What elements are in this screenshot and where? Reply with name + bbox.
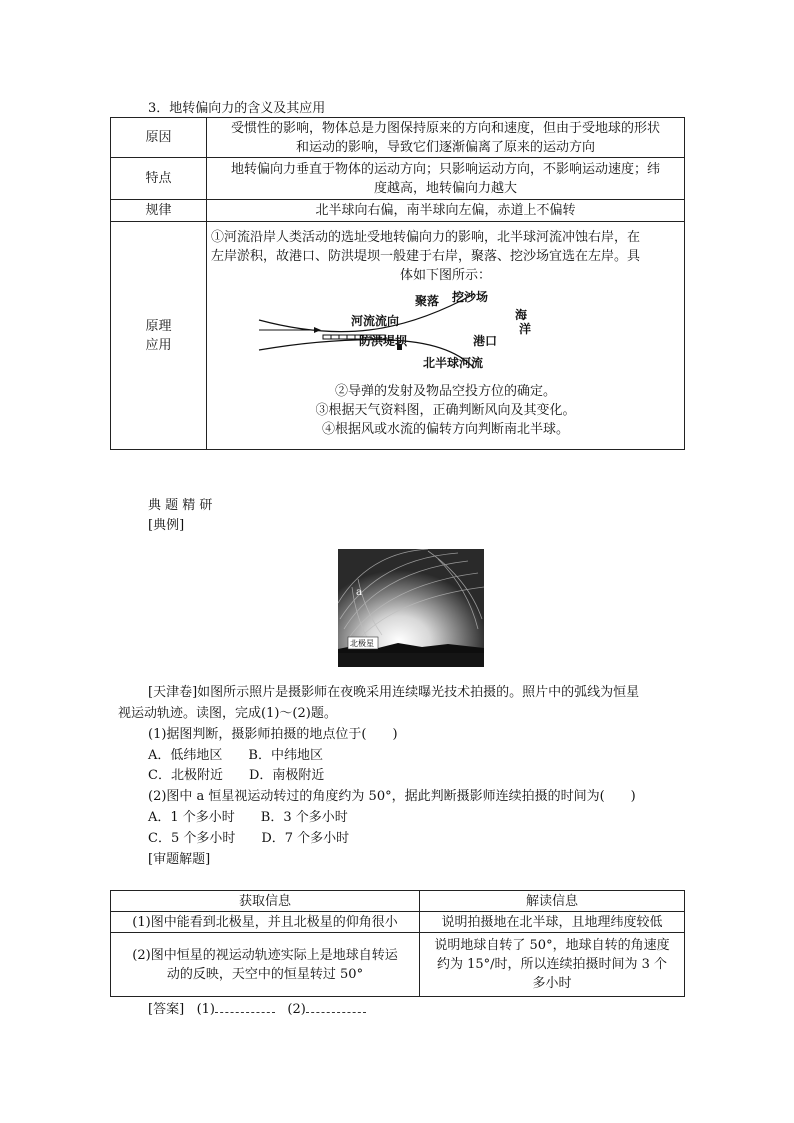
- answer-1-blank[interactable]: [215, 1000, 275, 1013]
- photo-label-polaris: 北极星: [350, 639, 374, 648]
- answer-line: [148, 1000, 366, 1019]
- stem-line-2: 视运动轨迹。读图，完成(1)～(2)题。: [118, 706, 337, 721]
- row2-interpret-line-1: 说明地球自转了 50°，地球自转的角速度: [434, 938, 670, 953]
- row-label-feature: 特点: [111, 158, 207, 200]
- table-row-rule: [111, 200, 685, 222]
- header-interpret-info: 解读信息: [420, 891, 685, 912]
- analysis-table: [110, 890, 685, 997]
- row2-interpret-line-3: 多小时: [532, 976, 572, 991]
- star-trail-photo: [338, 549, 484, 667]
- row1-interpret: 说明拍摄地在北半球，且地理纬度较低: [420, 912, 685, 933]
- answer-2-blank[interactable]: [306, 1000, 366, 1013]
- application-intro-1: ①河流沿岸人类活动的选址受地转偏向力的影响，北半球河流冲蚀右岸，在: [211, 230, 641, 245]
- label-dike: 防洪堤坝: [359, 334, 408, 348]
- row2-obtain-line-2: 动的反映，天空中的恒星转过 50°: [166, 966, 364, 982]
- row2-interpret: [420, 933, 685, 997]
- label-settlement: 聚落: [415, 294, 440, 308]
- label-sand-pit: 挖沙场: [452, 290, 489, 304]
- row-label-cause: 原因: [111, 118, 207, 158]
- section-title: 3．地转偏向力的含义及其应用: [148, 101, 326, 116]
- application-point-2: ②导弹的发射及物品空投方位的确定。: [334, 384, 556, 399]
- application-label-2: 应用: [145, 337, 172, 353]
- label-diagram-caption: 北半球河流: [423, 356, 484, 370]
- row2-obtain-line-1: (2)图中恒星的视运动轨迹实际上是地球自转运: [132, 947, 398, 963]
- table-row: [111, 912, 685, 933]
- row-content-application: [207, 222, 685, 450]
- stem-line-1: [天津卷]如图所示照片是摄影师在夜晚采用连续曝光技术拍摄的。照片中的弧线为恒星: [148, 685, 640, 700]
- question-2-options-cd: C．5 个多小时 D．7 个多小时: [148, 831, 350, 846]
- label-sea-2: 洋: [519, 322, 532, 336]
- application-point-4: ④根据风或水流的偏转方向判断南北半球。: [321, 422, 569, 437]
- table-row: [111, 933, 685, 997]
- river-diagram: [211, 286, 680, 382]
- row-content-cause: [207, 118, 685, 158]
- application-intro-3: 体如下图所示：: [399, 268, 491, 283]
- feature-line-2: 度越高，地转偏向力越大: [373, 180, 517, 196]
- coriolis-table: [110, 117, 685, 450]
- question-1-options-cd: C．北极附近 D．南极附近: [148, 768, 325, 783]
- row2-interpret-line-2: 约为 15°/时，所以连续拍摄时间为 3 个: [436, 957, 668, 972]
- answer-1-label: (1): [196, 1002, 215, 1017]
- analysis-tag: [审题解题]: [148, 852, 211, 867]
- label-sea-1: 海: [515, 308, 528, 322]
- feature-line-1: 地转偏向力垂直于物体的运动方向；只影响运动方向，不影响运动速度；纬: [230, 161, 660, 177]
- question-1-options-ab: A．低纬地区 B．中纬地区: [148, 748, 323, 763]
- star-trail-drawing: [338, 549, 484, 667]
- question-2-options-ab: A．1 个多小时 B．3 个多小时: [148, 810, 348, 825]
- question-2: (2)图中 a 恒星视运动转过的角度约为 50°，据此判断摄影师连续拍摄的时间为( ): [148, 789, 636, 804]
- row2-obtain: [111, 933, 420, 997]
- row-label-application: [111, 222, 207, 450]
- photo-label-a: a: [356, 587, 362, 598]
- row-content-feature: [207, 158, 685, 200]
- header-obtain-info: 获取信息: [111, 891, 420, 912]
- table-row-cause: [111, 118, 685, 158]
- table-row-application: [111, 222, 685, 450]
- answer-2-label: (2): [287, 1002, 306, 1017]
- example-tag: [典例]: [148, 518, 185, 533]
- typical-heading: 典 题 精 研: [148, 498, 213, 513]
- question-1: (1)据图判断，摄影师拍摄的地点位于( ): [148, 727, 398, 742]
- label-port: 港口: [473, 334, 498, 348]
- cause-line-2: 和运动的影响，导致它们逐渐偏离了原来的运动方向: [295, 139, 595, 155]
- application-point-3: ③根据天气资料图，正确判断风向及其变化。: [315, 403, 576, 418]
- application-label-1: 原理: [145, 318, 172, 334]
- application-intro-2: 左岸淤积，故港口、防洪堤坝一般建于右岸，聚落、挖沙场宜选在左岸。具: [211, 249, 641, 264]
- analysis-header-row: [111, 891, 685, 912]
- row-label-rule: 规律: [111, 200, 207, 222]
- answer-tag: [答案]: [148, 1002, 185, 1017]
- table-row-feature: [111, 158, 685, 200]
- row1-obtain: (1)图中能看到北极星，并且北极星的仰角很小: [111, 912, 420, 933]
- row-content-rule: 北半球向右偏，南半球向左偏，赤道上不偏转: [207, 200, 685, 222]
- cause-line-1: 受惯性的影响，物体总是力图保持原来的方向和速度，但由于受地球的形状: [230, 120, 660, 136]
- label-flow-direction: 河流流向: [351, 314, 400, 328]
